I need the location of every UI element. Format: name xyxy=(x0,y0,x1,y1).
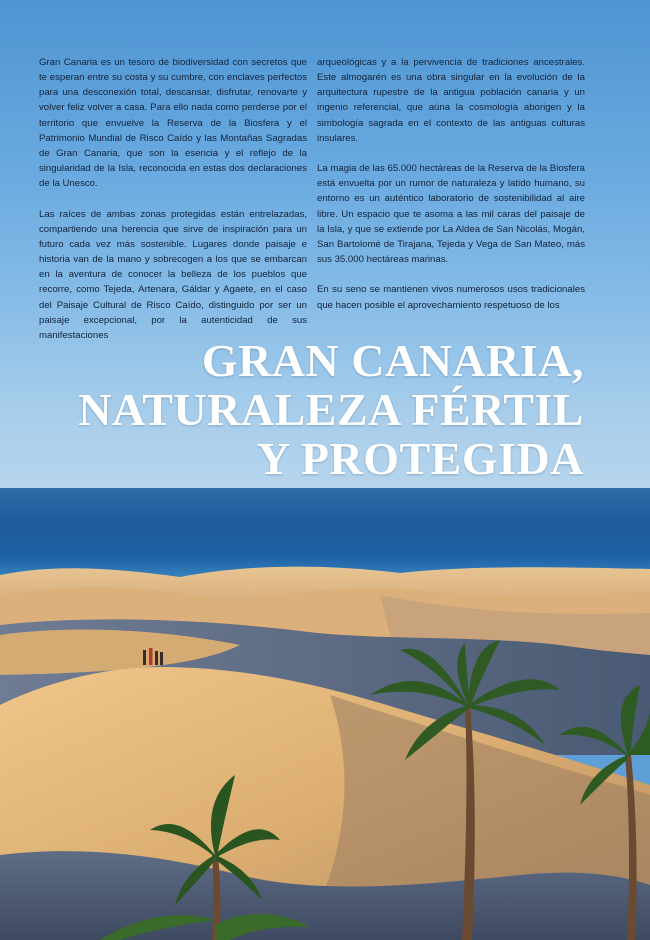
paragraph: Gran Canaria es un tesoro de biodiversidad con secretos que te esperan entre su costa y su cumbre, con enclaves perfectos para una desconexión total, descansar, disfrutar, renovarte y volver feliz volver a casa. Para ello nada como perderse por el territorio que envuelve la Reserva de la Biosfera y el Patrimonio Mundial de Risco Caído y las Montañas Sagradas de Gran Canaria, que son la esencia y el reflejo de la singularidad de la Isla, reconocida en estas dos declaraciones de la Unesco. xyxy=(39,57,307,190)
title-line: GRAN CANARIA, xyxy=(201,335,584,386)
paragraph: La magia de las 65.000 hectáreas de la Reserva de la Biosfera está envuelta por un rumor de naturaleza y latido humano, su entorno es un auténtico laboratorio de sostenibilidad al aire libre. Un espacio que te asoma a las mil caras del paisaje de la Isla, y que se extiende por La Aldea de San Nicolás, Mogán, San Bartolomé de Tirajana, Tejeda y Vega de San Mateo, más sus 35.000 hectáreas marinas. xyxy=(317,163,585,266)
dunes-photo xyxy=(0,555,650,940)
paragraph: Las raíces de ambas zonas protegidas están entrelazadas, compartiendo una herencia que sirve de inspiración para un futuro cada vez más sostenible. Lugares donde paisaje e historia van de la mano y sobrecogen a los que se embarcan en la aventura de conocer la belleza de los pueblos que recorre, como Tejeda, Artenara, Gáldar y Agaete, en el caso del Paisaje Cultural de Risco Caído, distinguido por ser un paisaje excepcional, por la autenticidad de sus manifestaciones xyxy=(39,208,307,341)
article-title xyxy=(24,336,584,483)
paragraph: En su seno se mantienen vivos numerosos usos tradicionales que hacen posible el aprovechamiento respetuoso de los xyxy=(317,284,585,311)
title-line: Y PROTEGIDA xyxy=(256,433,584,484)
left-text-column xyxy=(39,55,307,358)
right-text-column xyxy=(317,55,585,328)
title-line: NATURALEZA FÉRTIL xyxy=(78,384,584,435)
paragraph: arqueológicas y a la pervivencia de tradiciones ancestrales. Este almogarén es una obra singular en la evolución de la arquitectura rupestre de la antigua población canaria y un ingenio referencial, que aúna la cosmología aborigen y la simbología sagrada en el contexto de las antiguas culturas insulares. xyxy=(317,57,585,144)
